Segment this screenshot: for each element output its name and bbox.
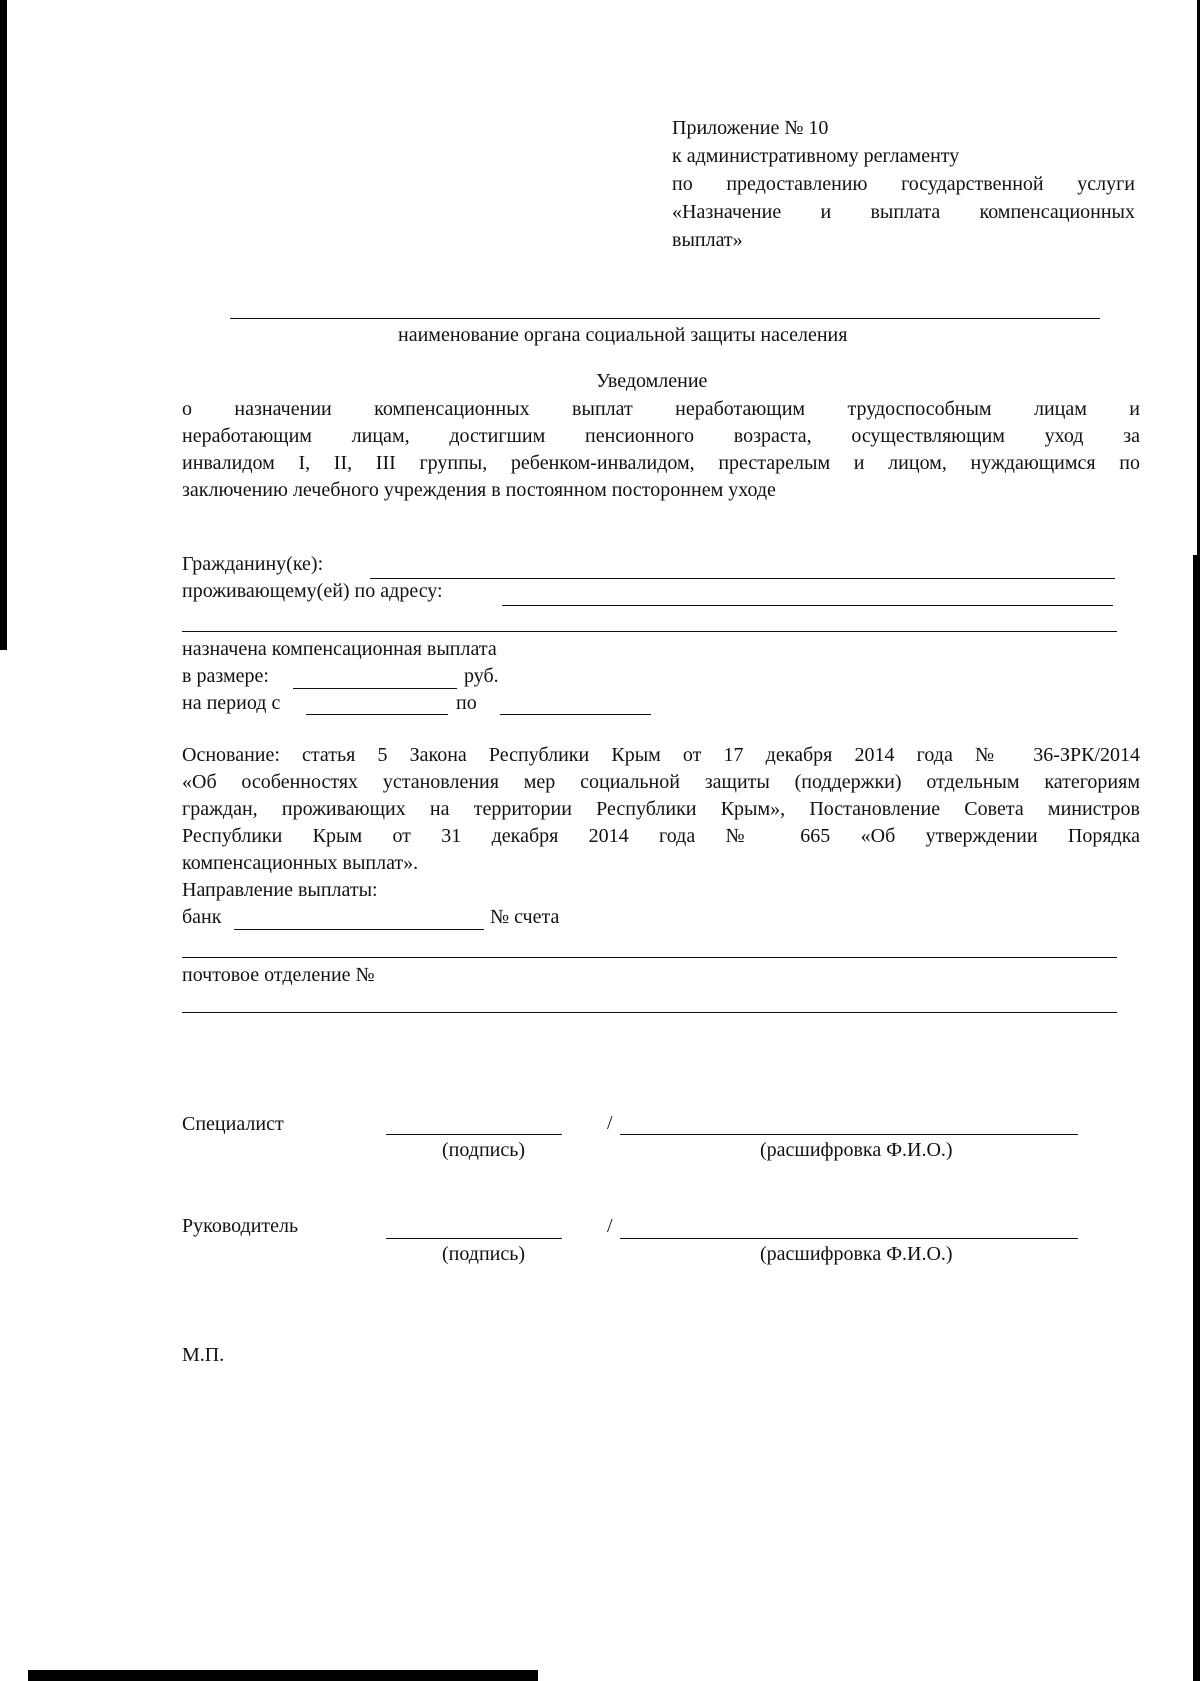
address-field[interactable] bbox=[502, 605, 1113, 606]
basis-line: Основание: статья 5 Закона Республики Крым от 17 декабря 2014 года № 36-ЗРК/2014 bbox=[182, 744, 1140, 766]
citizen-label: Гражданину(ке): bbox=[182, 553, 324, 575]
basis-line: Республики Крым от 31 декабря 2014 года № 665 «Об утверждении Порядка bbox=[182, 825, 1140, 847]
head-signature-field[interactable] bbox=[386, 1238, 562, 1239]
currency-label: руб. bbox=[464, 665, 499, 687]
scan-edge-left bbox=[0, 0, 7, 650]
period-from-label: на период с bbox=[182, 692, 281, 714]
address-field-continuation[interactable] bbox=[182, 631, 1117, 632]
authority-caption: наименование органа социальной защиты населения bbox=[398, 324, 848, 346]
amount-field[interactable] bbox=[293, 688, 457, 689]
head-name-field[interactable] bbox=[620, 1238, 1078, 1239]
specialist-signature-field[interactable] bbox=[386, 1134, 562, 1135]
post-office-field[interactable] bbox=[182, 1012, 1117, 1013]
specialist-name-field[interactable] bbox=[620, 1134, 1078, 1135]
head-signature-caption: (подпись) bbox=[442, 1243, 526, 1265]
notice-subject bbox=[182, 396, 1140, 504]
authority-name-line[interactable] bbox=[230, 318, 1100, 319]
account-field[interactable] bbox=[182, 957, 1117, 958]
notice-subject-line: неработающим лицам, достигшим пенсионного возраста, осуществляющим уход за bbox=[182, 425, 1140, 447]
payment-direction-label: Направление выплаты: bbox=[182, 879, 378, 901]
appendix-line-3: по предоставлению государственной услуги bbox=[672, 173, 1135, 195]
amount-label: в размере: bbox=[182, 665, 269, 687]
bank-field[interactable] bbox=[234, 929, 484, 930]
notice-subject-line: о назначении компенсационных выплат неработающим трудоспособным лицам и bbox=[182, 398, 1140, 420]
appendix-line-2: к административному регламенту bbox=[672, 145, 960, 167]
specialist-label: Специалист bbox=[182, 1113, 284, 1135]
head-slash: / bbox=[607, 1215, 613, 1237]
head-label: Руководитель bbox=[182, 1215, 299, 1237]
specialist-name-caption: (расшифровка Ф.И.О.) bbox=[760, 1139, 953, 1161]
period-to-field[interactable] bbox=[500, 714, 651, 715]
basis-line: граждан, проживающих на территории Республики Крым», Постановление Совета министров bbox=[182, 798, 1140, 820]
citizen-name-field[interactable] bbox=[370, 578, 1115, 579]
appendix-number: Приложение № 10 bbox=[672, 117, 829, 139]
notice-subject-line: заключению лечебного учреждения в постоянном постороннем уходе bbox=[182, 479, 776, 501]
specialist-signature-caption: (подпись) bbox=[442, 1139, 526, 1161]
address-label: проживающему(ей) по адресу: bbox=[182, 580, 443, 602]
period-from-field[interactable] bbox=[306, 714, 448, 715]
basis-paragraph bbox=[182, 742, 1140, 877]
notice-subject-line: инвалидом I, II, III группы, ребенком-инвалидом, престарелым и лицом, нуждающимся по bbox=[182, 452, 1140, 474]
scan-edge-bottom bbox=[28, 1670, 538, 1681]
scan-edge-right-lower bbox=[1193, 555, 1200, 1681]
basis-line: компенсационных выплат». bbox=[182, 852, 419, 874]
stamp-place: М.П. bbox=[182, 1344, 225, 1366]
head-name-caption: (расшифровка Ф.И.О.) bbox=[760, 1243, 953, 1265]
account-label: № счета bbox=[490, 906, 560, 928]
period-to-label: по bbox=[456, 692, 477, 714]
basis-line: «Об особенностях установления мер социальной защиты (поддержки) отдельным категориям bbox=[182, 771, 1140, 793]
post-office-label: почтовое отделение № bbox=[182, 964, 375, 986]
specialist-slash: / bbox=[607, 1112, 613, 1134]
notice-title: Уведомление bbox=[596, 370, 708, 392]
payment-assigned-label: назначена компенсационная выплата bbox=[182, 638, 497, 660]
appendix-header bbox=[672, 114, 1135, 254]
appendix-line-4: «Назначение и выплата компенсационных bbox=[672, 201, 1135, 223]
appendix-line-5: выплат» bbox=[672, 229, 743, 251]
bank-label: банк bbox=[182, 906, 222, 928]
